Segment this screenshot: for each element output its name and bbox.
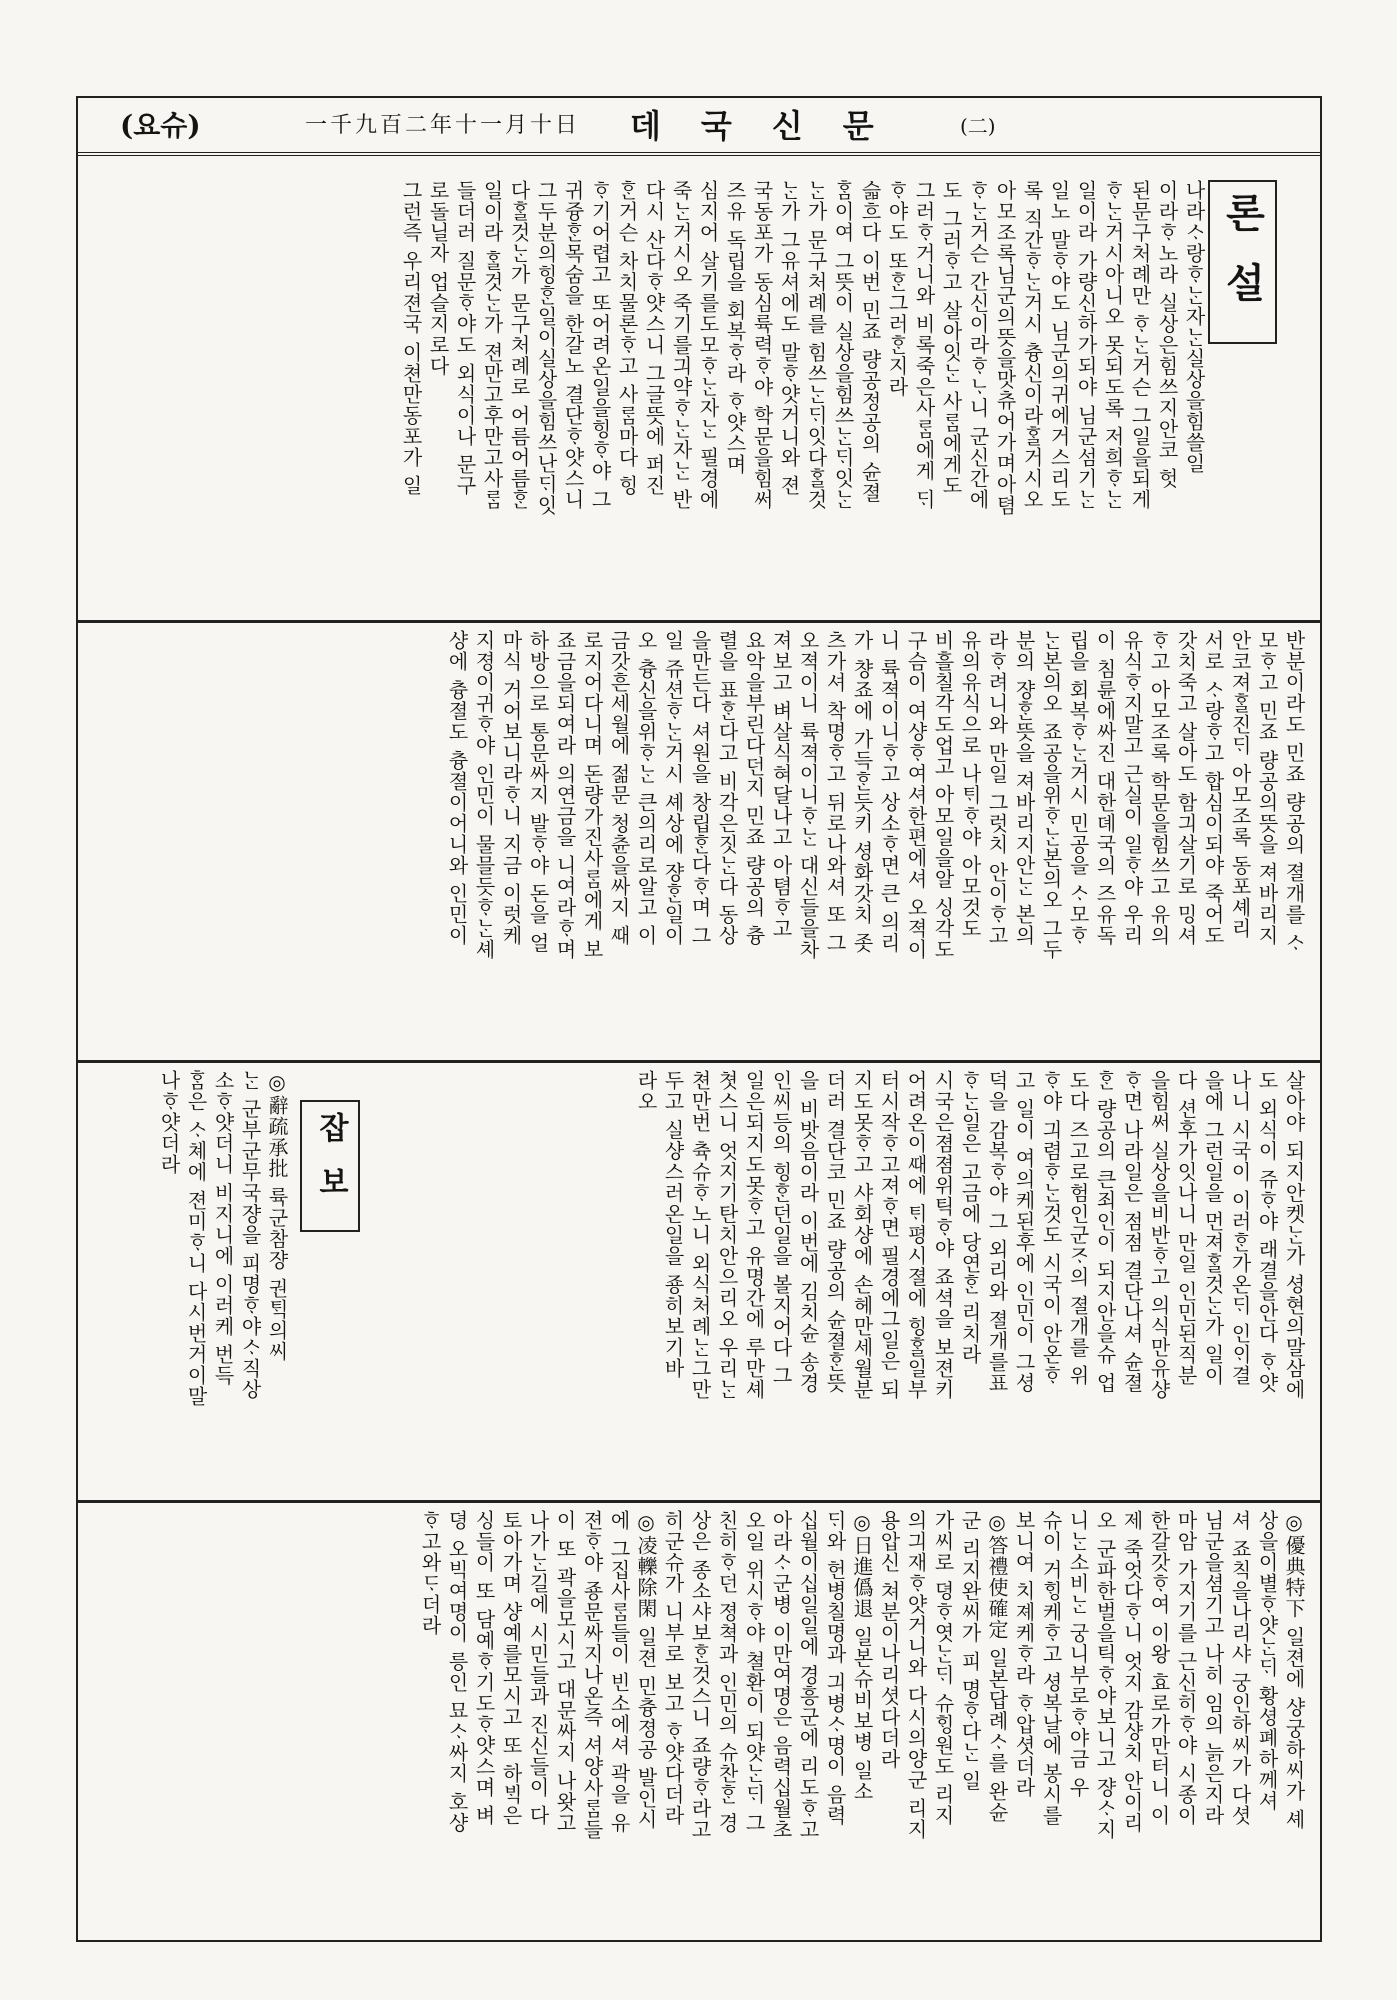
dateline: 一千九百二年十一月十日 <box>305 113 581 138</box>
text-line: 어려온이ᄯᅢ에 ᄐᆡ평시졀에 힝ᄒᆞᆯ일부 <box>904 1070 928 1400</box>
text-line: 용압신 쳐분이나리셧다더라 <box>877 1510 901 1770</box>
text-line: 오 츙신을위ᄒᆞᄂᆞᆫ 큰의리로알고 이 <box>634 630 658 947</box>
text-line: 오 군파한벌을틱ᄒᆞ야보니고 쟝ᄉᆞ지 <box>1093 1510 1117 1840</box>
text-line: 반분이라도 민죠 량공의 졀개를 ᄉᆞ <box>1282 630 1306 954</box>
row-divider-3 <box>76 1500 1322 1503</box>
text-line: 일이라 ᄒᆞᆯ것ᄂᆞᆫ가 젼만고후만고사ᄅᆞᆷ <box>480 180 504 510</box>
text-line: 하방으로 통문싸지 발ᄒᆞ야 돈을 얼 <box>526 630 550 954</box>
text-line: 유의유식으로 나ᄐᆡᄒᆞ야 아모것도 <box>958 630 982 939</box>
text-line: 을만든다 셔원을 창립ᄒᆞᆫ다ᄒᆞ며 그 <box>688 630 712 947</box>
text-line: 친히ᄒᆞ던 졍쳑과 인민의 슈찬ᄒᆞᆫ 경 <box>715 1510 739 1834</box>
text-line: 히군슈가 니부로 보고 ᄒᆞ얏다더라 <box>661 1510 685 1827</box>
news-items <box>97 1510 1307 1930</box>
text-line: 도다 즈고로험인군ᄌᆞ의 졀개를 위 <box>1066 1070 1090 1387</box>
text-line: 아라ᄉᆞ군병 이만여명은 음력십월초 <box>769 1510 793 1840</box>
text-line: 일 쥬션ᄒᆞᄂᆞᆫ거시 셰상에 쟝ᄒᆞᆫ일이 <box>661 630 685 947</box>
text-line: 들더러 질문ᄒᆞ야도 외식이나 문구 <box>453 180 477 497</box>
text-line: 립을 회복ᄒᆞᄂᆞᆫ거시 민공을 ᄉᆞ모ᄒᆞ <box>1066 630 1090 947</box>
text-line: 이 침륜에싸진 대한뎨국의 즈유독 <box>1093 630 1117 947</box>
text-line: 샹에 츙졀도 츙졀이어니와 인민이 <box>445 630 469 947</box>
text-line: ᄃᆡ와 헌병칠명과 긔병ᄉᆞ명이 음력 <box>823 1510 847 1827</box>
text-line: 소ᄒᆞ얏더니 비지니에 이러케 번득 <box>211 1070 235 1387</box>
text-line: 터시작ᄒᆞ고져ᄒᆞ면 필경에그일은 되 <box>877 1070 901 1400</box>
row-divider-1 <box>76 620 1322 623</box>
text-line: ◎日進僞退 일본슈비보병 일소 <box>850 1510 874 1802</box>
text-line: 록 직간ᄒᆞᄂᆞᆫ거시 츙신이라ᄒᆞᆯ거시오 <box>1020 180 1044 510</box>
text-line: 토아가며 샹예를모시고 또 하ᄇᆡᆨ은 <box>499 1510 523 1827</box>
text-line: 나니 시국이 이러ᄒᆞᆫ가온ᄃᆡ 인ᄋᆡ결 <box>1228 1070 1252 1387</box>
text-line: 다시 산다ᄒᆞ얏스니 그글뜻에 퍼진 <box>642 180 666 497</box>
text-line: ◎辭疏承批 륙군참쟝 권ᄐᆡᆨ의씨 <box>265 1070 289 1362</box>
text-line: 쳣스니 엇지기탄치안으리오 우리ᄂᆞᆫ <box>715 1070 739 1400</box>
text-line: 제 죽엇다ᄒᆞ니 엇지 감샹치 안이리 <box>1120 1510 1144 1834</box>
text-line: 의긔재ᄒᆞ얏거니와 다시의양군 리지 <box>904 1510 928 1840</box>
text-line: ᄒᆞᆷ은 ᄉᆞ쳬에 젼미ᄒᆞ니 다시번거이말 <box>184 1070 208 1408</box>
text-line: ᄒᆞ기어렵고 또어려온일을힝ᄒᆞ야 그 <box>588 180 612 510</box>
text-line: 을힘써 실상을비반ᄒᆞ고 의식만유샹 <box>1147 1070 1171 1400</box>
text-line: ᄒᆞ야 긔렴ᄒᆞᄂᆞᆫ것도 시국이 안온ᄒᆞ <box>1039 1070 1063 1387</box>
text-line: 슯흐다 이번 민죠 량공정공의 슌졀 <box>858 180 882 504</box>
text-line: 한갈갓ᄒᆞ여 이왕 효로가만터니 이 <box>1147 1510 1171 1827</box>
text-line: 오젹이니 륙젹이니ᄒᆞᄂᆞᆫ 대신들을차 <box>796 630 820 960</box>
text-line: 일이라 가량신하가되야 님군섬기ᄂᆞᆫ <box>1074 180 1098 510</box>
text-line: 마식 거어보니라ᄒᆞ니 지금 이럿케 <box>499 630 523 947</box>
text-line: 비흘칠각도업고 아모일을알 싱각도 <box>931 630 955 960</box>
text-line: ◎凌轢除閑 일젼 민츙졍공 발인시 <box>634 1510 658 1831</box>
text-line: 덕을 감복ᄒᆞ야 그 외리와 졀개를표 <box>985 1070 1009 1394</box>
text-line: 에 그집사ᄅᆞᆷ들이 빈소에셔 곽을 유 <box>607 1510 631 1834</box>
text-line: 오일 위시ᄒᆞ야 쳘환이 되얏ᄂᆞᆫᄃᆡ 그 <box>742 1510 766 1834</box>
text-line: 라ᄒᆞ려니와 만일 그럿치 안이ᄒᆞ고 <box>985 630 1009 947</box>
news-item-1 <box>90 1070 290 1490</box>
text-line: ᄒᆞ고 아모조록 학문을힘쓰고 유의 <box>1147 630 1171 947</box>
text-line: 지졍이귀ᄒᆞ야 인민이 물믈듯ᄒᆞᄂᆞᆫ셰 <box>472 630 496 960</box>
text-line: ◎答禮使確定 일본답례ᄉᆞ를 완슌 <box>985 1510 1009 1823</box>
text-line: 심지어 살기를도모ᄒᆞᄂᆞᆫ자ᄂᆞᆫ 필경에 <box>696 180 720 510</box>
editorial-body-3 <box>567 1070 1307 1490</box>
text-line: ᄂᆞᆫ가 그유셔에도 말ᄒᆞ얏거니와 젼 <box>777 180 801 497</box>
text-line: 서로 ᄉᆞ랑ᄒᆞ고 합심이되야 죽어도 <box>1201 630 1225 947</box>
text-line: 츠가셔 착명ᄒᆞ고 뒤로나와셔 또 그 <box>823 630 847 954</box>
text-line: ᄒᆞ고와ᄃᆞ더라 <box>418 1510 442 1636</box>
text-line: 도 외식이 쥬ᄒᆞ야 래결을안다 ᄒᆞ얏 <box>1255 1070 1279 1394</box>
text-line: 라오 <box>634 1070 658 1112</box>
text-line: 일은되지도못ᄒᆞ고 유명간에 루만셰 <box>742 1070 766 1400</box>
text-line: ᄒᆞ면 나라일은 점점 결단나셔 슌졀 <box>1120 1070 1144 1394</box>
newspaper-title: 데국신문 <box>630 107 914 145</box>
text-line: 금갓흔세월에 젊문 청츈을싸지 ᄯᅢ <box>607 630 631 947</box>
text-line: 갓치죽고 살아도 함긔살기로 밍셔 <box>1174 630 1198 947</box>
text-line: ᄂᆞᆫ 군부군무국쟝을 피명ᄒᆞ야ᄉᆞ직상 <box>238 1070 262 1400</box>
editorial-heading: 론설 <box>1208 180 1277 344</box>
text-line: 분의 쟝ᄒᆞᆫ뜻을 져바리지안ᄂᆞᆫ 본의 <box>1012 630 1036 947</box>
text-line: 그러ᄒᆞ거니와 비록죽은사ᄅᆞᆷ에게 ᄃᆡ <box>912 180 936 510</box>
text-line: 님군을셤기고 나히 임의 늙은지라 <box>1201 1510 1225 1827</box>
text-line: 지도못ᄒᆞ고 샤회샹에 손헤만세월분 <box>850 1070 874 1400</box>
text-line: 죽ᄂᆞᆫ거시오 죽기를긔약ᄒᆞᄂᆞᆫ자ᄂᆞᆫ 반 <box>669 180 693 510</box>
text-line: 시국은졈졈위틱ᄒᆞ야 죠셕을 보젼키 <box>931 1070 955 1400</box>
text-line: 된문구처례만 ᄒᆞᄂᆞᆫ거슨 그일을되게 <box>1128 180 1152 510</box>
text-line: 요악을부린다던지 민죠 량공의 츙 <box>742 630 766 947</box>
text-line: 인씨등의 힝ᄒᆞᆫ던일을 볼지어다 그 <box>769 1070 793 1387</box>
text-line: 유식ᄒᆞ지말고 근실이 일ᄒᆞ야 우리 <box>1120 630 1144 947</box>
text-line: ᄒᆞᄂᆞᆫ거시아니오 못되도록 저희ᄒᆞᄂᆞᆫ <box>1101 180 1125 510</box>
text-line: 셔 죠칙을나리샤 궁인하씨가 다셧 <box>1228 1510 1252 1827</box>
topic-label: (요슈) <box>120 109 201 142</box>
text-line: 보니여 치졔케ᄒᆞ라 ᄒᆞ압셧더라 <box>1012 1510 1036 1798</box>
text-line: 쳔만번 츅슈ᄒᆞ노니 외식처례ᄂᆞᆫ그만 <box>688 1070 712 1400</box>
text-line: 로돌닐자 업슬지로다 <box>426 180 450 377</box>
text-line: 렬을 표ᄒᆞᆫ다고 비각은짓ᄂᆞᆫ다 동상 <box>715 630 739 947</box>
text-line: 이 또 곽을모시고 대문싸지 나왓고 <box>553 1510 577 1834</box>
text-line: 을에 그런일을 먼져ᄒᆞᆯ것ᄂᆞᆫ가 일이 <box>1201 1070 1225 1387</box>
text-line: 슈이 거ᄒᆡᆼ케ᄒᆞ고 셩복날에 봉시를 <box>1039 1510 1063 1827</box>
text-line: 뎡 오빅여명이 릉인 묘ᄉᆞ싸지 호샹 <box>445 1510 469 1834</box>
text-line: 가씨로 뎡ᄒᆞ엿ᄂᆞᆫᄃᆡ 슈ᄒᆡᆼ원도 리지 <box>931 1510 955 1827</box>
text-line: 나가ᄂᆞᆫ길에 시민들과 진신들이 다 <box>526 1510 550 1827</box>
text-line: 마암 가지기를 근신히ᄒᆞ야 시종이 <box>1174 1510 1198 1827</box>
text-line: 일노 말ᄒᆞ야도 님군의귀에거스리도 <box>1047 180 1071 510</box>
text-line: ᄒᆞᄂᆞᆫ거슨 간신이라ᄒᆞᄂᆞ니 군신간에 <box>966 180 990 510</box>
text-line: 젼ᄒᆞ야 죵문싸지나온즉 셔양사ᄅᆞᆷ들 <box>580 1510 604 1840</box>
editorial-body-1 <box>97 180 1207 610</box>
text-line: ᄒᆞᆫ 량공의 큰죄인이 되지안을슈 업 <box>1093 1070 1117 1394</box>
text-line: 니ᄂᆞᆫ소비ᄂᆞᆫ 궁니부로ᄒᆞ야금 우 <box>1066 1510 1090 1798</box>
text-line: 아모조록님군의뜻을맛츄어가며아텸 <box>993 180 1017 516</box>
text-line: 즈유 독립을 회복ᄒᆞ라 ᄒᆞ얏스며 <box>723 180 747 476</box>
editorial-body-2 <box>97 630 1307 1050</box>
page-number: (二) <box>960 114 996 138</box>
text-line: 가 챵죠에 가득ᄒᆞᆫ듯키 셩화갓치 좃 <box>850 630 874 954</box>
text-line: 고 일이 여의케된후에 인민이 그셩 <box>1012 1070 1036 1394</box>
text-line: ᄂᆞᆫ가 문구처례를 힘쓰ᄂᆞᆫᄃᆡ잇다ᄒᆞᆯ것 <box>804 180 828 510</box>
text-line: 죠금을되여라 의연금을 니여라ᄒᆞ며 <box>553 630 577 960</box>
text-line: 더러 결단코 민죠 량공의 슌졀ᄒᆞᆫ뜻 <box>823 1070 847 1394</box>
text-line: 니 륙젹이니ᄒᆞ고 상소ᄒᆞ면 큰 의리 <box>877 630 901 954</box>
text-line: ᄂᆞᆫ본의오 죠공을위ᄒᆞᄂᆞᆫ본의오 그두 <box>1039 630 1063 960</box>
text-line: 이라ᄒᆞ노라 실상은힘쓰지안코 헛 <box>1155 180 1179 489</box>
text-line: ᄒᆞ야도 또ᄒᆞᆫ그러ᄒᆞᆫ지라 <box>885 180 909 398</box>
text-line: 군 리지완씨가 피 명ᄒᆞ다ᄂᆞᆫ 일 <box>958 1510 982 1792</box>
text-line: 져보고 벼살식혀달나고 아텸ᄒᆞ고 <box>769 630 793 939</box>
row-divider-2 <box>76 1060 1322 1063</box>
text-line: 싱들이 또 담예ᄒᆞ기도ᄒᆞ얏스며 벼 <box>472 1510 496 1827</box>
text-line: 안코져ᄒᆞᆯ진ᄃᆡ 아모조록 동포셰리 <box>1228 630 1252 939</box>
text-line: 귀즁ᄒᆞᆫ목숨을 한갈노 결단ᄒᆞ얏스니 <box>561 180 585 510</box>
text-line: 다 션후가잇나니 만일 인민된직분 <box>1174 1070 1198 1387</box>
text-line: 국동포가 동심륙력ᄒᆞ야 학문을힘써 <box>750 180 774 510</box>
text-line: 을 비밧음이라 이번에 김치슌 송경 <box>796 1070 820 1394</box>
text-line: 도 그러ᄒᆞ고 살아잇ᄂᆞᆫ 사ᄅᆞᆷ에게도 <box>939 180 963 497</box>
text-line: 그두분의힝ᄒᆞᆫ일이실상을힘쓰난ᄃᆡ잇 <box>534 180 558 516</box>
text-line: 로지어다니며 돈량가진사ᄅᆞᆷ에게 보 <box>580 630 604 960</box>
text-line: 구슴이 여샹ᄒᆞ여셔한편에셔 오젹이 <box>904 630 928 960</box>
text-line: ᄒᆞᆫ거슨 차치물론ᄒᆞ고 사ᄅᆞᆷ마다 힝 <box>615 180 639 497</box>
text-line: ◎優典特下 일젼에 샹궁하씨가 셰 <box>1282 1510 1306 1831</box>
text-line: 모ᄒᆞ고 민죠 량공의뜻을 져바리지 <box>1255 630 1279 947</box>
text-line: 상은 종소샤보ᄒᆞᆫ것스니 죠량ᄒᆞ라고 <box>688 1510 712 1840</box>
news-section-heading: 잡보 <box>300 1100 360 1232</box>
text-line: 그런즉 우리젼국 이쳔만동포가 일 <box>399 180 423 497</box>
text-line: 두고 실샹스러온일을 죵히보기바 <box>661 1070 685 1379</box>
text-line: 십월이십일일에 경흥군에 리도ᄒᆞ고 <box>796 1510 820 1840</box>
text-line: 나ᄒᆞ얏더라 <box>157 1070 181 1175</box>
text-line: ᄒᆞᆷ이여 그뜻이 실상을힘쓰ᄂᆞᆫᄃᆡ잇ᄂᆞᆫ <box>831 180 855 510</box>
text-line: 살아야 되지안켓ᄂᆞᆫ가 셩현의말삼에 <box>1282 1070 1306 1400</box>
text-line: 나라ᄉᆞ랑ᄒᆞᄂᆞᆫ자ᄂᆞᆫ실상을힘쓸일 <box>1182 180 1206 474</box>
text-line: ᄒᆞᄂᆞᆫ일은 고금에 당연ᄒᆞᆫ 리치라 <box>958 1070 982 1366</box>
text-line: 다ᄒᆞᆯ것ᄂᆞᆫ가 문구처례로 어름어름ᄒᆞᆫ <box>507 180 531 510</box>
text-line: 상을이별ᄒᆞ얏ᄂᆞᆫᄃᆡ 황셩폐하께셔 <box>1255 1510 1279 1812</box>
